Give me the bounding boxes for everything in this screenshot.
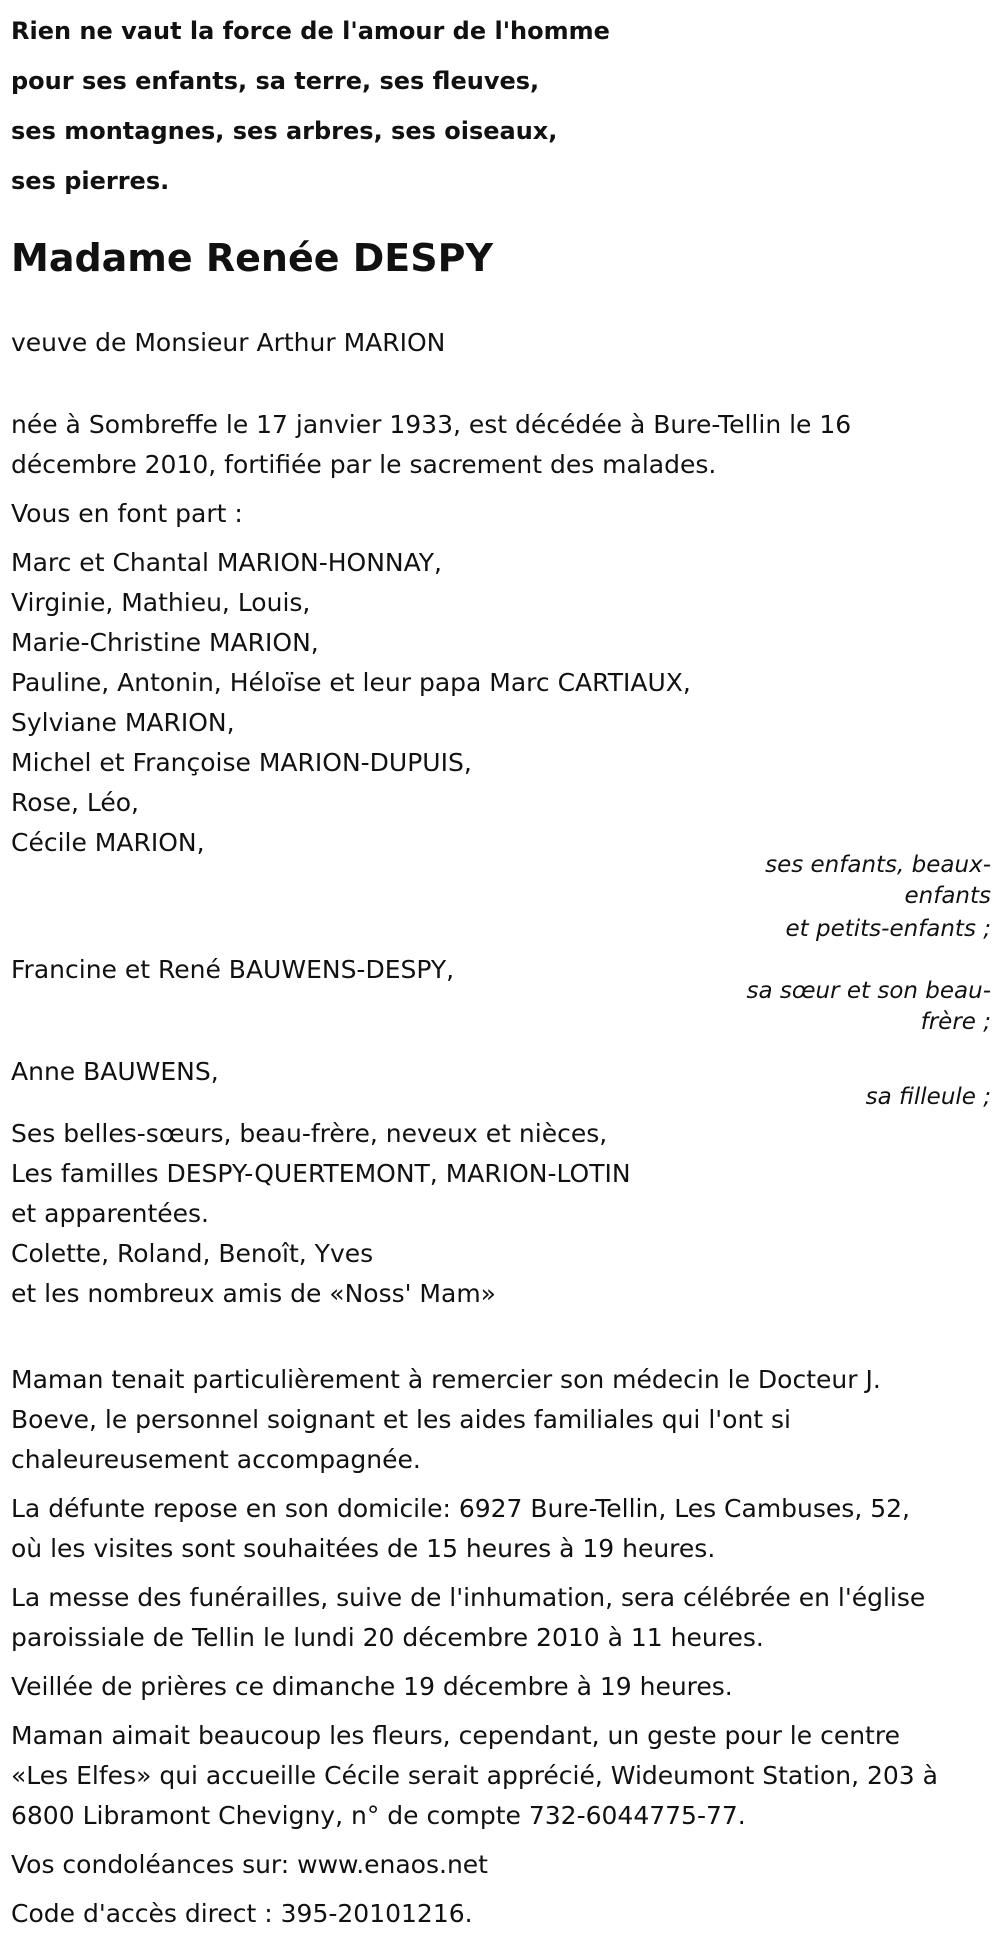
family-line: et apparentées. [11,1199,209,1228]
children-line: Marie-Christine MARION, [11,628,319,657]
role-sister: sa sœur et son beau-frère ; [746,978,991,1035]
condolences-line: Vos condoléances sur: www.enaos.net [11,1850,488,1879]
vigil-line: Veillée de prières ce dimanche 19 décembre à 19 heures. [11,1672,733,1701]
epigraph-line: Rien ne vaut la force de l'amour de l'homme [11,17,610,45]
family-line: Ses belles-sœurs, beau-frère, neveux et nièces, [11,1119,608,1148]
epigraph-line: ses montagnes, ses arbres, ses oiseaux, [11,117,558,145]
rest-line: La défunte repose en son domicile: 6927 Bure-Tellin, Les Cambuses, 52, [11,1494,910,1523]
rest-line: où les visites sont souhaitées de 15 heures à 19 heures. [11,1534,716,1563]
access-code-line: Code d'accès direct : 395-20101216. [11,1899,473,1928]
thanks-line: Boeve, le personnel soignant et les aides familiales qui l'ont si [11,1405,792,1434]
children-line: Virginie, Mathieu, Louis, [11,588,311,617]
flowers-line: 6800 Libramont Chevigny, n° de compte 732-6044775-77. [11,1801,746,1830]
children-line: Sylviane MARION, [11,708,235,737]
epigraph-line: pour ses enfants, sa terre, ses fleuves, [11,67,540,95]
thanks-line: Maman tenait particulièrement à remercier son médecin le Docteur J. [11,1365,881,1394]
family-line: Les familles DESPY-QUERTEMONT, MARION-LOTIN [11,1159,631,1188]
announce-line: Vous en font part : [11,499,243,528]
flowers-line: Maman aimait beaucoup les fleurs, cependant, un geste pour le centre [11,1721,900,1750]
role-children: ses enfants, beaux-enfants [765,852,991,909]
mass-line: paroissiale de Tellin le lundi 20 décembre 2010 à 11 heures. [11,1623,764,1652]
birth-death-line: décembre 2010, fortifiée par le sacrement des malades. [11,450,717,479]
family-line: Colette, Roland, Benoît, Yves [11,1239,374,1268]
children-line: Rose, Léo, [11,788,139,817]
role-grandchildren: et petits-enfants ; [785,916,991,942]
thanks-line: chaleureusement accompagnée. [11,1445,421,1474]
widow-of: veuve de Monsieur Arthur MARION [11,328,446,357]
mass-line: La messe des funérailles, suive de l'inhumation, sera célébrée en l'église [11,1583,926,1612]
epigraph-line: ses pierres. [11,167,170,195]
family-line: et les nombreux amis de «Noss' Mam» [11,1279,496,1308]
children-line: Marc et Chantal MARION-HONNAY, [11,548,442,577]
children-line: Cécile MARION, [11,828,205,857]
epigraph [11,6,610,206]
children-line: Michel et Françoise MARION-DUPUIS, [11,748,472,777]
goddaughter-line: Anne BAUWENS, [11,1057,219,1086]
birth-death-line: née à Sombreffe le 17 janvier 1933, est décédée à Bure-Tellin le 16 [11,410,852,439]
role-goddaughter: sa filleule ; [865,1084,991,1110]
deceased-name: Madame Renée DESPY [11,236,493,280]
children-line: Pauline, Antonin, Héloïse et leur papa Marc CARTIAUX, [11,668,691,697]
flowers-line: «Les Elfes» qui accueille Cécile serait apprécié, Wideumont Station, 203 à [11,1761,938,1790]
sister-line: Francine et René BAUWENS-DESPY, [11,955,455,984]
